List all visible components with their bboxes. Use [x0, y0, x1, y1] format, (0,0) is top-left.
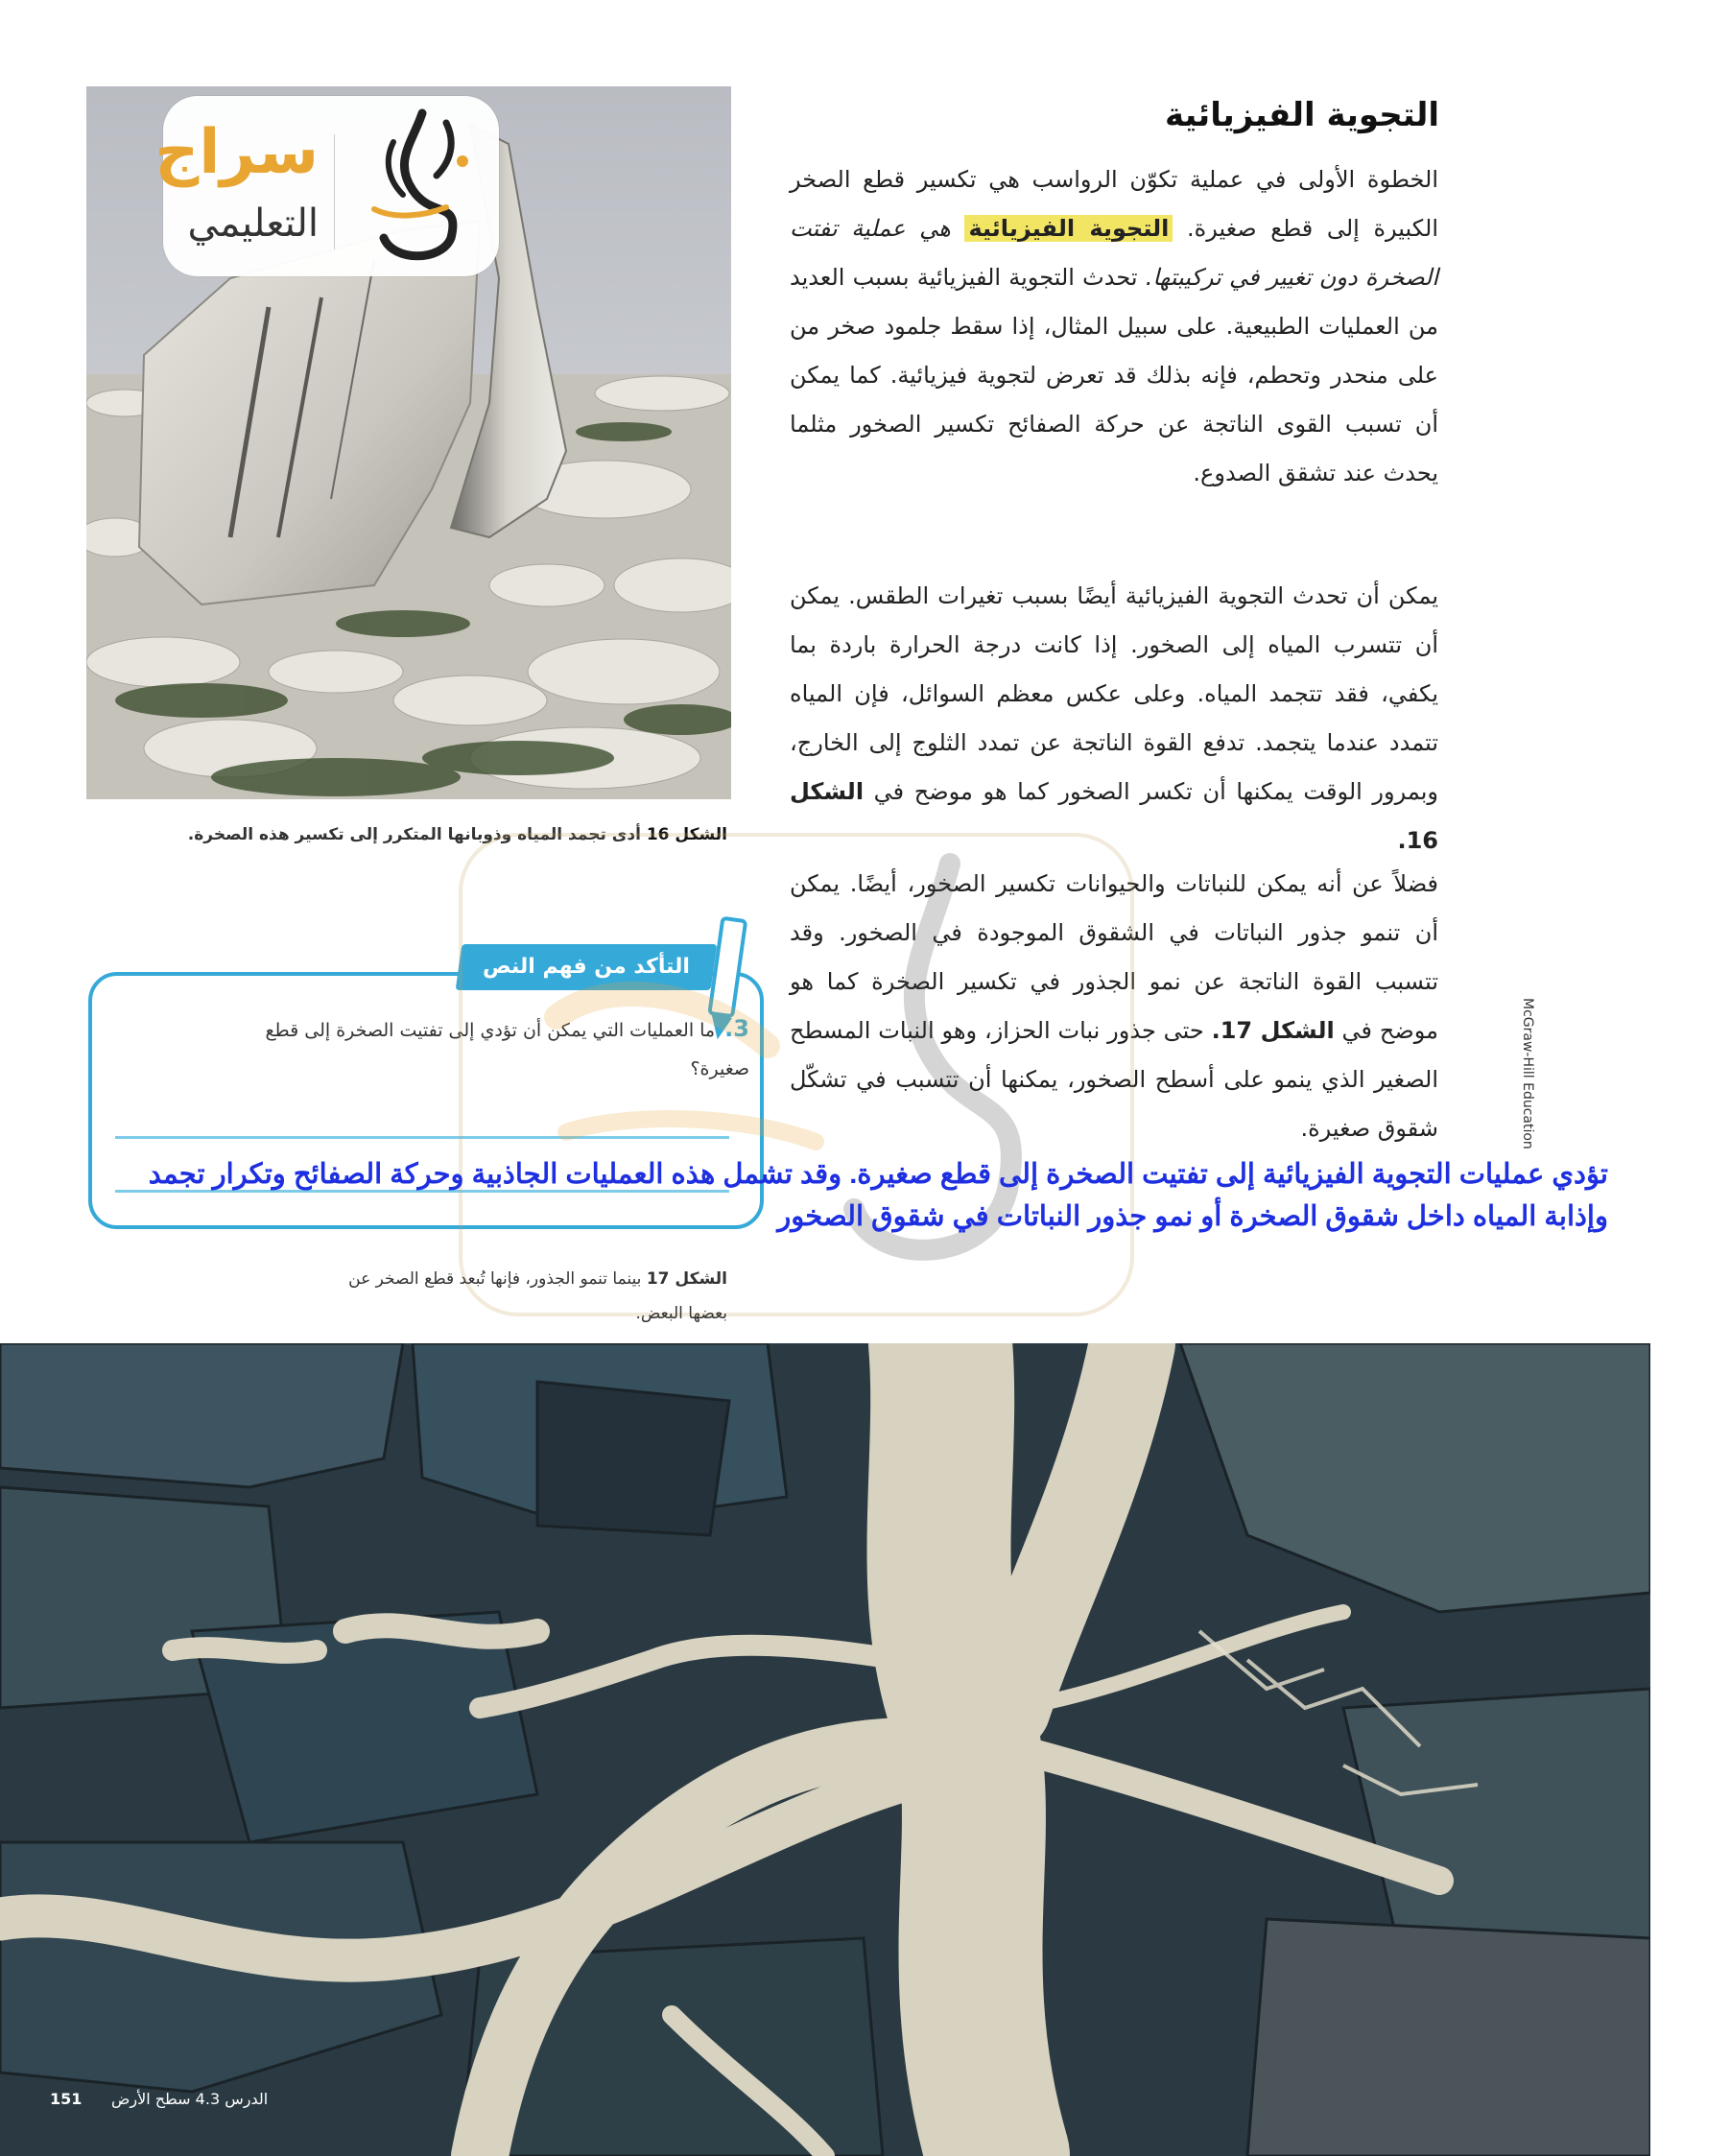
paragraph-3-body-a: فضلاً عن أنه يمكن للنباتات والحيوانات تكسير الصخور، أيضًا. يمكن أن تنمو جذور النباتات في الشقوق الموجودة في الصخور. وقد تتسبب القوة الناتجة عن نمو الجذور في تكسير الصخرة كما هو موضح في: [790, 870, 1438, 1044]
question-number: 3.: [724, 1015, 749, 1042]
term-definition: هي عملية تفتت الصخرة دون تغيير في تركيبتها.: [790, 215, 1438, 291]
question-text: ما العمليات التي يمكن أن تؤدي إلى تفتيت الصخرة إلى قطع صغيرة؟: [265, 1020, 749, 1079]
siraj-logo: [154, 96, 499, 276]
page-number: 151: [50, 2090, 83, 2108]
logo-word-main: سراج: [154, 117, 319, 188]
figure-17-caption: [315, 1262, 727, 1331]
highlighted-term: التجوية الفيزيائية: [964, 215, 1173, 242]
figure-17-ref: الشكل 17.: [1211, 1017, 1335, 1044]
comprehension-box-title: التأكد من فهم النص: [456, 944, 718, 990]
roots-photo: [0, 1343, 1650, 2156]
paragraph-1-intro: الخطوة الأولى في عملية تكوّن الرواسب هي تكسير قطع الصخر الكبيرة إلى قطع صغيرة.: [790, 166, 1438, 242]
paragraph-3: [790, 860, 1438, 1153]
answer-line[interactable]: [115, 1136, 729, 1139]
figure-16-caption: [152, 825, 727, 844]
figure-16-text: أدى تجمد المياه وذوبانها المتكرر إلى تكسير هذه الصخرة.: [187, 825, 641, 844]
figure-16-label: الشكل 16: [646, 825, 727, 844]
section-title: التجوية الفيزيائية: [1164, 96, 1439, 134]
paragraph-2: [790, 572, 1438, 865]
lesson-label: الدرس 4.3 سطح الأرض: [111, 2090, 269, 2108]
logo-divider: [334, 134, 335, 249]
publisher-credit: McGraw-Hill Education: [1520, 998, 1535, 1149]
question-3: [212, 1009, 749, 1088]
logo-word-sub: التعليمي: [187, 201, 319, 246]
paragraph-2-body: يمكن أن تحدث التجوية الفيزيائية أيضًا بسبب تغيرات الطقس. يمكن أن تتسرب المياه إلى الصخور. إذا كانت درجة الحرارة باردة بما يكفي، فقد تتجمد المياه. وعلى عكس معظم السوائل، فإن المياه تتمدد عندما يتجمد. تدفع القوة الناتجة عن تمدد الثلوج إلى الخارج، وبمرور الوقت يمكنها أن تكسر الصخور كما هو موضح في: [790, 582, 1438, 805]
page-footer: [50, 2086, 453, 2115]
paragraph-1-body: تحدث التجوية الفيزيائية بسبب العديد من العمليات الطبيعية. على سبيل المثال، إذا سقط جلمود صخر من على منحدر وتحطم، فإنه بذلك قد تعرض لتجوية فيزيائية. كما يمكن أن تسبب القوى الناتجة عن حركة الصفائح تكسير الصخور مثلما يحدث عند تشقق الصدوع.: [790, 264, 1438, 486]
calligraphy-mark-icon: [355, 104, 489, 269]
answer-text: تؤدي عمليات التجوية الفيزيائية إلى تفتيت الصخرة إلى قطع صغيرة. وقد تشمل هذه العمليات الجاذبية وحركة الصفائح وتكرار تجمد وإذابة المياه داخل شقوق الصخرة أو نمو جذور النباتات في شقوق الصخور: [148, 1159, 1608, 1232]
figure-17-text: بينما تنمو الجذور، فإنها تُبعد قطع الصخر عن بعضها البعض.: [348, 1269, 727, 1323]
paragraph-1: [790, 155, 1438, 498]
paragraph-3-body-b: حتى جذور نبات الحزاز، وهو النبات المسطح الصغير الذي ينمو على أسطح الصخور، يمكنها أن تتسبب في تشكّل شقوق صغيرة.: [790, 1017, 1438, 1142]
figure-16-ref: الشكل 16.: [790, 778, 1438, 854]
figure-17-label: الشكل 17: [646, 1269, 727, 1289]
